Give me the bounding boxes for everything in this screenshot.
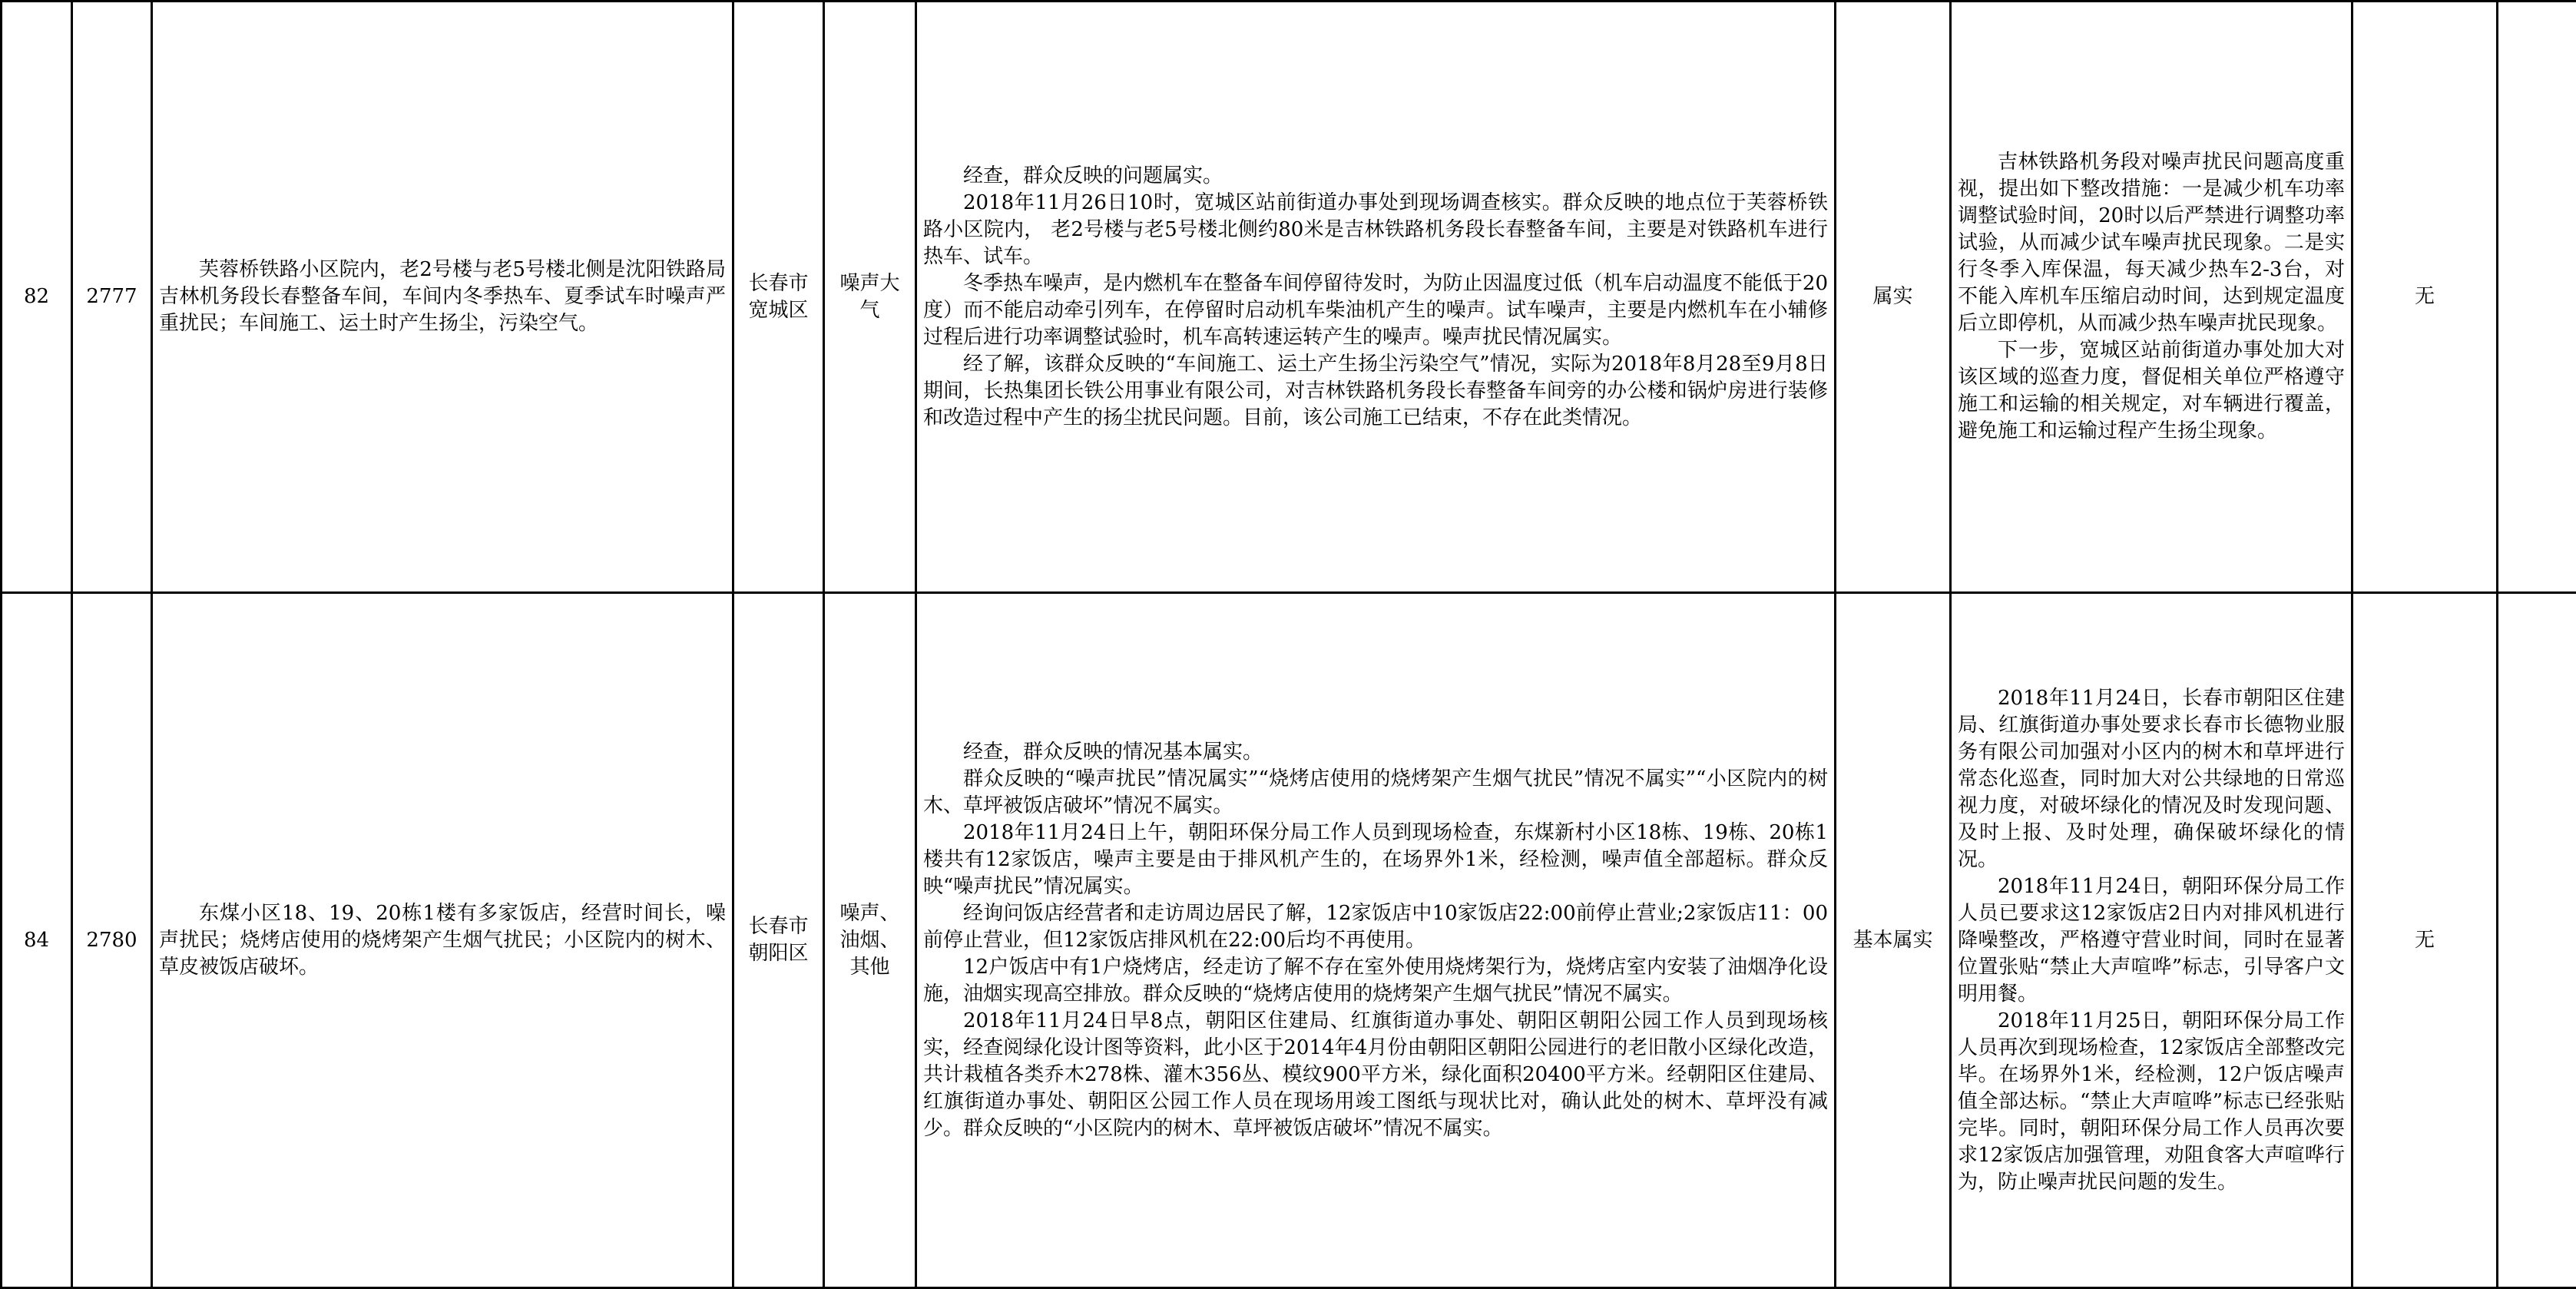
findings-paragraph: 经查，群众反映的情况基本属实。	[923, 739, 1828, 766]
category-cell: 噪声、油烟、其他	[824, 593, 916, 1288]
findings-paragraph: 群众反映的“噪声扰民”情况属实”“烧烤店使用的烧烤架产生烟气扰民”情况不属实”“小区院内的树木、草坪被饭店破坏”情况不属实。	[923, 766, 1828, 820]
table-row	[2, 2, 2576, 593]
findings-paragraph: 12户饭店中有1户烧烤店，经走访了解不存在室外使用烧烤架行为，烧烤店室内安装了油烟净化设施，油烟实现高空排放。群众反映的“烧烤店使用的烧烤架产生烟气扰民”情况不属实。	[923, 954, 1828, 1008]
verdict-cell: 属实	[1836, 2, 1951, 593]
district-cell: 长春市朝阳区	[733, 593, 824, 1288]
seq-cell: 82	[2, 2, 72, 593]
measures-paragraph: 2018年11月24日，朝阳环保分局工作人员已要求这12家饭店2日内对排风机进行降噪整改，严格遵守营业时间，同时在显著位置张贴“禁止大声喧哗”标志，引导客户文明用餐。	[1958, 873, 2345, 1008]
findings-paragraph: 冬季热车噪声，是内燃机车在整备车间停留待发时，为防止因温度过低（机车启动温度不能低于20度）而不能启动牵引列车，在停留时启动机车柴油机产生的噪声。试车噪声，主要是内燃机车在小辅修过程后进行功率调整试验时，机车高转速运转产生的噪声。噪声扰民情况属实。	[923, 270, 1828, 351]
findings-cell	[916, 593, 1836, 1288]
blank-cell	[2498, 2, 2576, 593]
findings-cell	[916, 2, 1836, 593]
accountability-cell: 无	[2353, 593, 2498, 1288]
measures-cell	[1951, 593, 2353, 1288]
seq-cell: 84	[2, 593, 72, 1288]
measures-paragraph: 下一步，宽城区站前街道办事处加大对该区域的巡查力度，督促相关单位严格遵守施工和运输的相关规定，对车辆进行覆盖，避免施工和运输过程产生扬尘现象。	[1958, 337, 2345, 445]
findings-paragraph: 2018年11月24日上午，朝阳环保分局工作人员到现场检查，东煤新村小区18栋、19栋、20栋1楼共有12家饭店，噪声主要是由于排风机产生的，在场界外1米，经检测，噪声值全部超标。群众反映“噪声扰民”情况属实。	[923, 820, 1828, 900]
accountability-cell: 无	[2353, 2, 2498, 593]
findings-paragraph: 2018年11月26日10时，宽城区站前街道办事处到现场调查核实。群众反映的地点位于芙蓉桥铁路小区院内， 老2号楼与老5号楼北侧约80米是吉林铁路机务段长春整备车间，主要是对铁路机车进行热车、试车。	[923, 190, 1828, 270]
findings-paragraph: 经了解，该群众反映的“车间施工、运土产生扬尘污染空气”情况，实际为2018年8月28至9月8日期间，长热集团长铁公用事业有限公司，对吉林铁路机务段长春整备车间旁的办公楼和锅炉房进行装修和改造过程中产生的扬尘扰民问题。目前，该公司施工已结束，不存在此类情况。	[923, 351, 1828, 432]
district-cell: 长春市宽城区	[733, 2, 824, 593]
measures-paragraph: 2018年11月25日，朝阳环保分局工作人员再次到现场检查，12家饭店全部整改完毕。在场界外1米，经检测，12户饭店噪声值全部达标。“禁止大声喧哗”标志已经张贴完毕。同时，朝阳环保分局工作人员再次要求12家饭店加强管理，劝阻食客大声喧哗行为，防止噪声扰民问题的发生。	[1958, 1008, 2345, 1196]
category-cell: 噪声大气	[824, 2, 916, 593]
findings-paragraph: 经询问饭店经营者和走访周边居民了解，12家饭店中10家饭店22:00前停止营业;2家饭店11：00前停止营业，但12家饭店排风机在22:00后均不再使用。	[923, 900, 1828, 954]
blank-cell	[2498, 593, 2576, 1288]
case-no-cell: 2780	[72, 593, 152, 1288]
case-no-cell: 2777	[72, 2, 152, 593]
measures-paragraph: 2018年11月24日，长春市朝阳区住建局、红旗街道办事处要求长春市长德物业服务有限公司加强对小区内的树木和草坪进行常态化巡查，同时加大对公共绿地的日常巡视力度，对破坏绿化的情况及时发现问题、及时上报、及时处理，确保破坏绿化的情况。	[1958, 685, 2345, 873]
complaint-text: 芙蓉桥铁路小区院内，老2号楼与老5号楼北侧是沈阳铁路局吉林机务段长春整备车间，车间内冬季热车、夏季试车时噪声严重扰民；车间施工、运土时产生扬尘，污染空气。	[159, 257, 726, 337]
table-row	[2, 593, 2576, 1288]
complaint-cell	[152, 593, 733, 1288]
measures-paragraph: 吉林铁路机务段对噪声扰民问题高度重视，提出如下整改措施：一是减少机车功率调整试验时间，20时以后严禁进行调整功率试验，从而减少试车噪声扰民现象。二是实行冬季入库保温，每天减少热车2-3台，对不能入库机车压缩启动时间，达到规定温度后立即停机，从而减少热车噪声扰民现象。	[1958, 149, 2345, 337]
verdict-cell: 基本属实	[1836, 593, 1951, 1288]
complaint-cell	[152, 2, 733, 593]
complaint-text: 东煤小区18、19、20栋1楼有多家饭店，经营时间长，噪声扰民；烧烤店使用的烧烤架产生烟气扰民；小区院内的树木、草皮被饭店破坏。	[159, 900, 726, 981]
findings-paragraph: 经查，群众反映的问题属实。	[923, 163, 1828, 190]
findings-paragraph: 2018年11月24日早8点，朝阳区住建局、红旗街道办事处、朝阳区朝阳公园工作人员到现场核实，经查阅绿化设计图等资料，此小区于2014年4月份由朝阳区朝阳公园进行的老旧散小区绿化改造，共计栽植各类乔木278株、灌木356丛、模纹900平方米，绿化面积20400平方米。经朝阳区住建局、红旗街道办事处、朝阳区公园工作人员在现场用竣工图纸与现状比对，确认此处的树木、草坪没有减少。群众反映的“小区院内的树木、草坪被饭店破坏”情况不属实。	[923, 1008, 1828, 1142]
measures-cell	[1951, 2, 2353, 593]
